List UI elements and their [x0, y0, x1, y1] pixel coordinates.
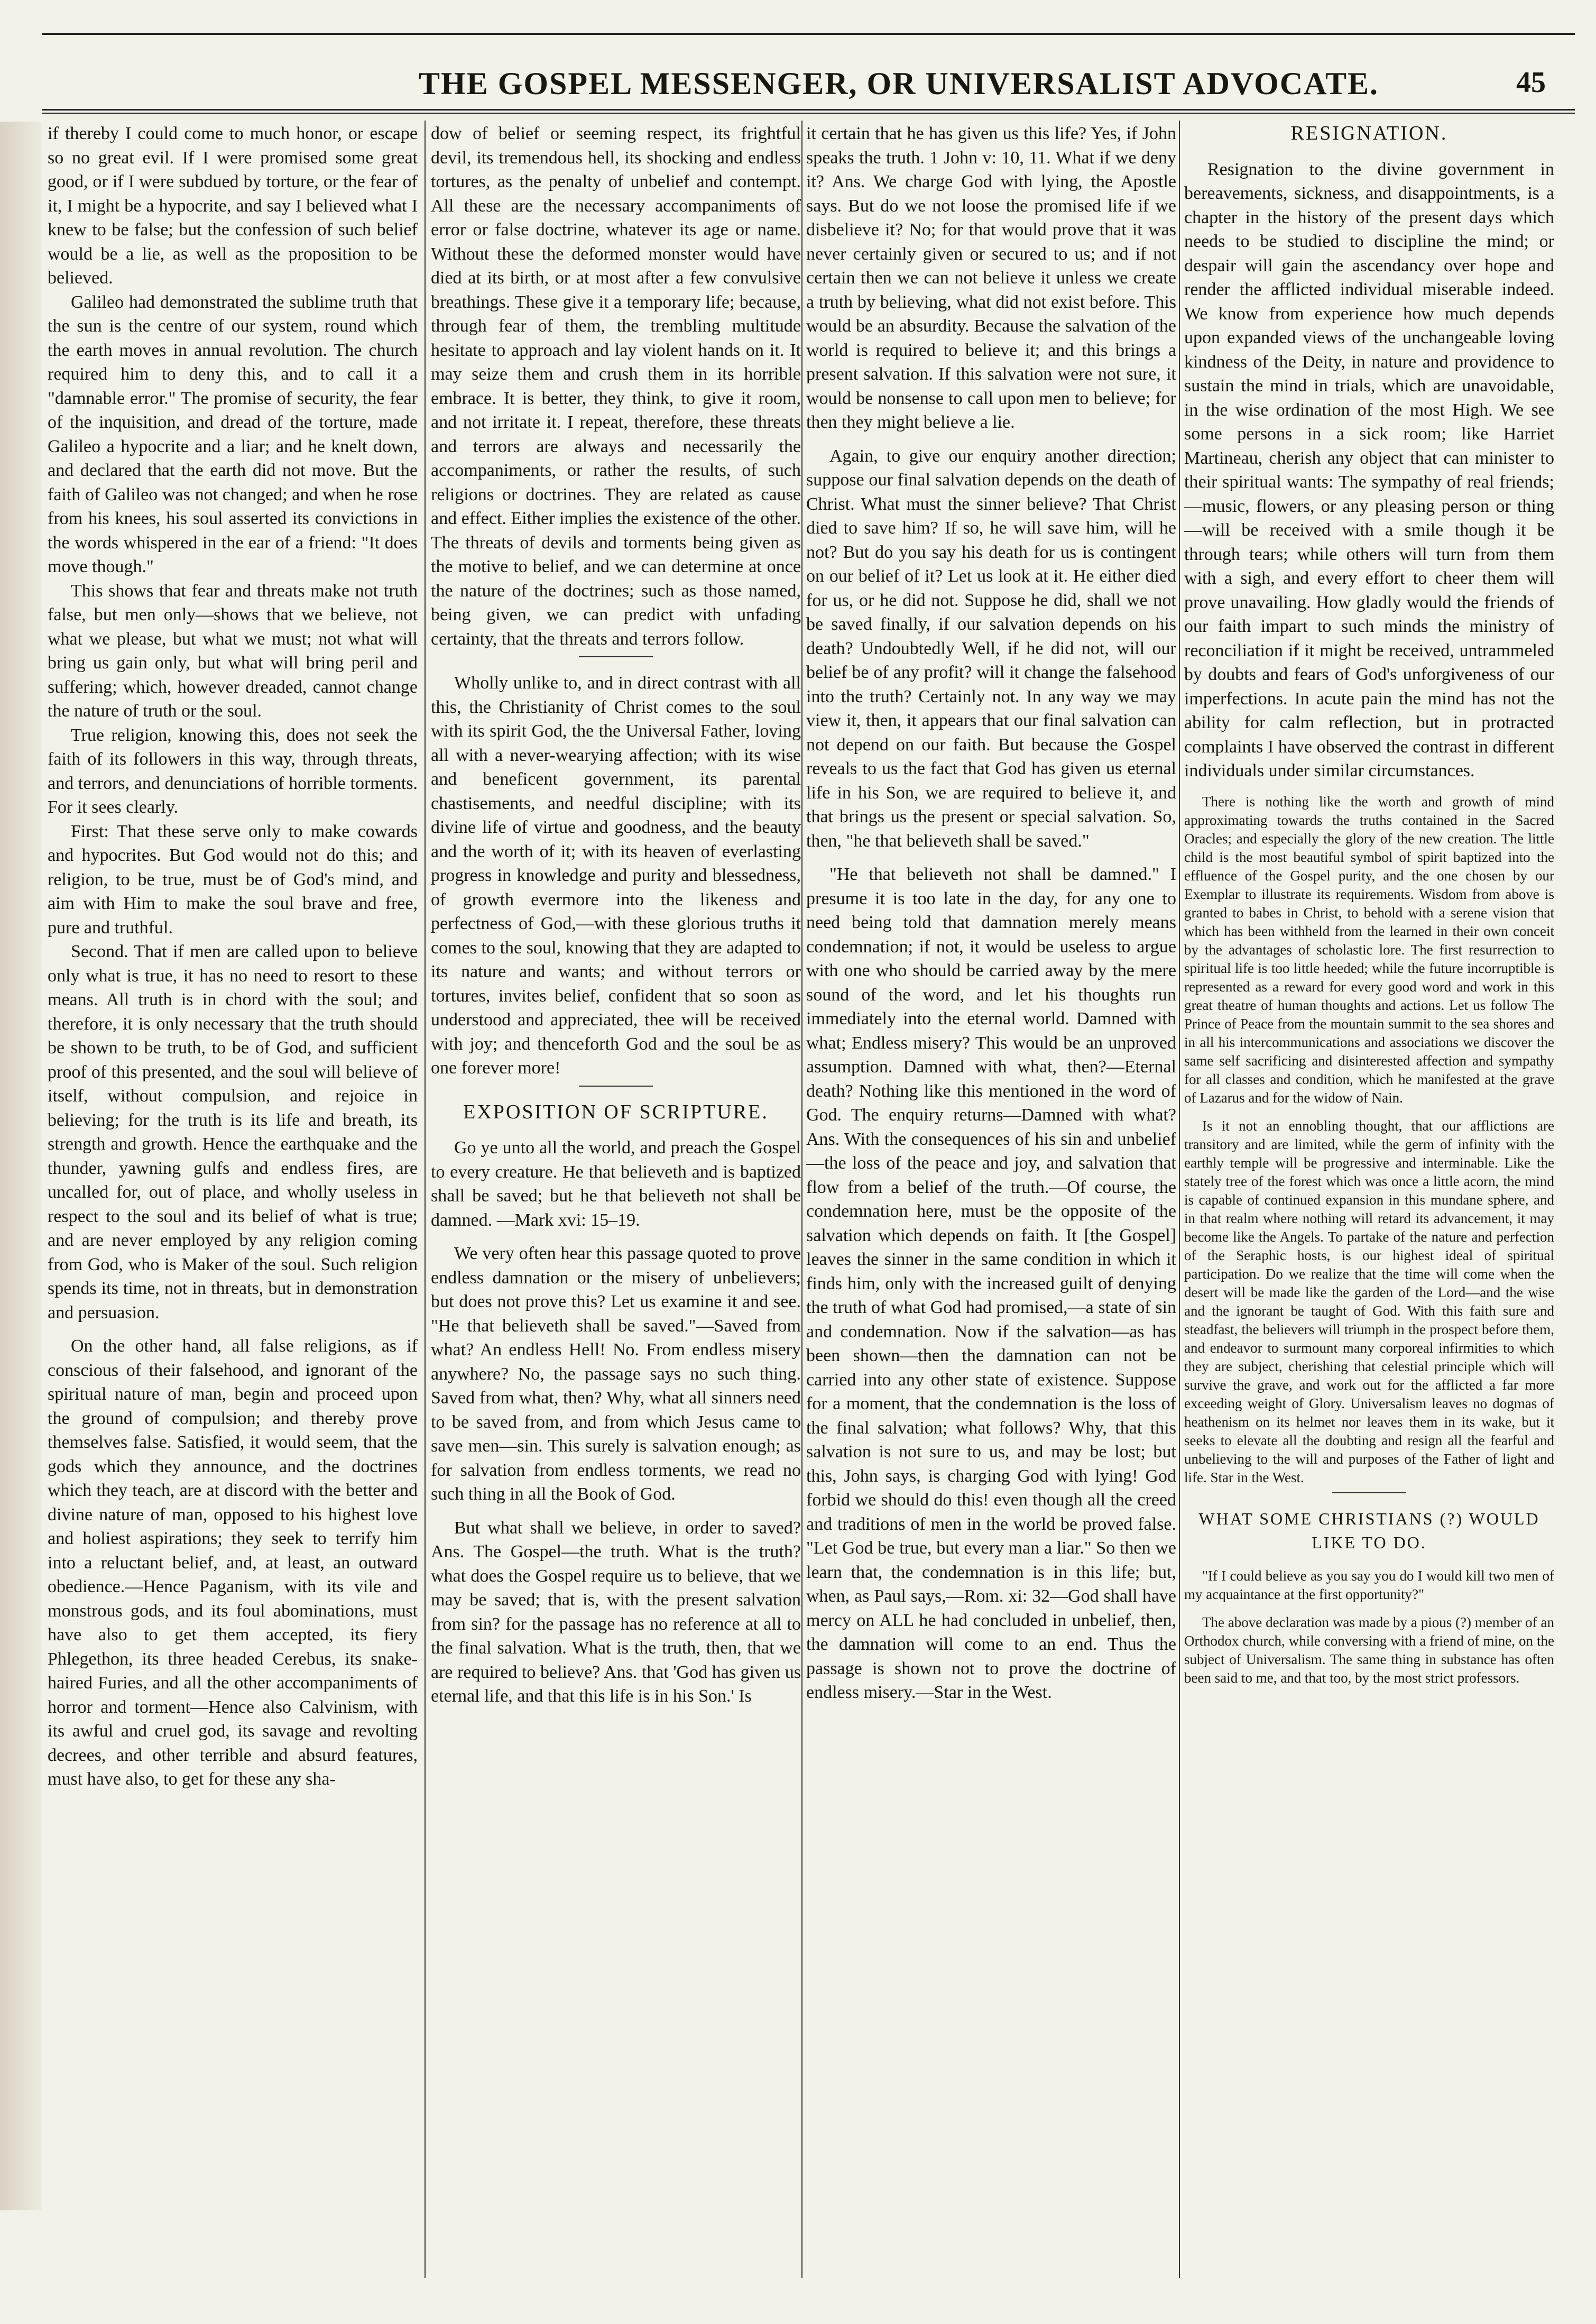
header-rule-thin: [42, 113, 1575, 114]
paragraph: "He that believeth not shall be damned." I presume it is too late in the day, for any one to need being told that damnation merely means condemnation; if not, it would be useless to argue with one who should be carried away by the mere sound of the word, and let his thoughts run immediately into the eternal world. Damned with what; Endless misery? This would be an unproved assumption. Damned with what, then?—Eternal death? Nothing like this mentioned in the word of God. The enquiry returns—Damned with what? Ans. With the consequences of his sin and unbelief—the loss of the peace and joy, and salvation that flow from a belief of the truth.—Of course, the condemnation here, must be the opposite of the salvation which depends on faith. It [the Gospel] leaves the sinner in the same condition in which it finds him, only with the increased guilt of denying the truth of what God had promised,—a state of sin and condemnation. Now if the salvation—as has been shown—then the damnation can not be carried into any other state of existence. Suppose for a moment, that the condemnation is the loss of the final salvation; what follows? Why, that this salvation is not sure to us, and may be lost; but this, John says, is charging God with lying! God forbid we should do this! even though all the creed and traditions of men in the world be proved false. "Let God be true, but every man a liar." So then we learn that, the condemnation is in this life; but, when, as Paul says,—Rom. xi: 32—God shall have mercy on ALL he had concluded in unbelief, then, the damnation will come to an end. Thus the passage is shown not to prove the doctrine of endless misery.—Star in the West.: [806, 865, 1176, 1702]
column-3: [806, 122, 1176, 2268]
paragraph: Galileo had demonstrated the sublime truth that the sun is the centre of our system, round which the earth moves in annual revolution. The church required him to deny this, and to call it a "damnable error." The promise of security, the fear of the inquisition, and dread of the torture, made Galileo a hypocrite and a liar; and he knelt down, and declared that the earth did not move. But the faith of Galileo was not changed; and when he rose from his knees, his soul asserted its convictions in the words whispered in the ear of a friend: "It does move though.": [48, 292, 418, 576]
section-rule: [1332, 1492, 1406, 1493]
paragraph: We very often hear this passage quoted to prove endless damnation or the misery of unbelievers; but does not prove this? Let us examine it and see. "He that believeth shall be saved."—Saved from what? An endless Hell! No. From endless misery anywhere? No, the passage says no such thing. Saved from what, then? Why, what all sinners need to be saved from, and from which Jesus came to save men—sin. This surely is salvation enough; as for salvation from endless torments, we read no such thing in all the Book of God.: [431, 1244, 801, 1504]
paragraph: if thereby I could come to much honor, or escape so no great evil. If I were promised some great good, or if I were subdued by torture, or the fear of it, I might be a hypocrite, and say I believed what I knew to be false; but the confession of such belief would be a lie, as well as the proposition to be believed.: [48, 124, 418, 288]
paragraph: Wholly unlike to, and in direct contrast with all this, the Christianity of Christ comes to the soul with its spirit God, the the Universal Father, loving all with a never-wearying affection; with its wise and beneficent government, its parental chastisements, and needful discipline; with its divine life of virtue and goodness, and the beauty and the worth of it; with its heaven of everlasting progress in knowledge and purity and blessedness, of growth evermore into the likeness and perfectness of God,—with these glorious truths it comes to the soul, knowing that they are adapted to its nature and wants; and without terrors or tortures, invites belief, confident that so soon as understood and appreciated, thee will be received with joy; and thenceforth God and the soul be as one forever more!: [431, 673, 801, 1078]
section-rule: [579, 656, 653, 657]
paragraph: There is nothing like the worth and growth of mind approximating towards the truths contained in the Sacred Oracles; and especially the glory of the new creation. The little child is the most beautiful symbol of spirit baptized into the effluence of the Gospel purity, and the one chosen by our Exemplar to illustrate its requirements. Wisdom from above is granted to babes in Christ, to behold with a serene vision that which has been withheld from the learned in their own conceit by the advantages of scholastic lore. The first resurrection to spiritual life is too little heeded; while the future incorruptible is represented as a reward for every good word and work in this great theatre of human thoughts and actions. Let us follow The Prince of Peace from the mountain summit to the sea shores and in all his intercommunications and associations we discover the same self sacrificing and disinterested affection and sympathy for all classes and condition, which he manifested at the grave of Lazarus and for the widow of Nain.: [1184, 793, 1554, 1106]
column-2: [431, 122, 801, 2268]
small-print-block: [1184, 793, 1554, 1487]
section-rule: [579, 1086, 653, 1087]
page-number: 45: [1516, 66, 1546, 99]
scripture-text: Go ye unto all the world, and preach the Gospel to every creature. He that believeth and is baptized shall be saved; but he that believeth not shall be damned. —Mark xvi: 15–19.: [431, 1138, 801, 1230]
exposition-title: EXPOSITION OF SCRIPTURE.: [463, 1100, 769, 1123]
column-divider: [425, 121, 426, 2278]
paragraph: True religion, knowing this, does not seek the faith of its followers in this way, through threats, and terrors, and denunciations of horrible torments. For it sees clearly.: [48, 725, 418, 817]
paragraph: First: That these serve only to make cowards and hypocrites. But God would not do this; and religion, to be true, must be of God's mind, and aim with Him to make the soul brave and free, pure and truthful.: [48, 821, 418, 938]
column-divider: [1179, 121, 1180, 2278]
header-rule: [42, 109, 1575, 111]
paragraph: dow of belief or seeming respect, its frightful devil, its tremendous hell, its shocking and endless tortures, as the penalty of unbelief and contempt. All these are the necessary accompaniments of error or false doctrine, whatever its age or name. Without these the deformed monster would have died at its birth, or at most after a few convulsive breathings. These give it a temporary life; because, through fear of them, the trembling multitude hesitate to approach and lay violent hands on it. It may seize them and crush them in its horrible embrace. It is better, they think, to give it room, and not irritate it. I repeat, therefore, these threats and terrors are always and necessarily the accompaniments, or rather the results, of such religions or doctrines. They are related as cause and effect. Either implies the existence of the other. The threats of devils and torments being given as the motive to belief, and we can determine at once the nature of the doctrines; such as those named, being given, we can predict with unfading certainty, that the threats and terrors follow.: [431, 124, 801, 649]
small-print-block: [1184, 1567, 1554, 1687]
adjacent-page-edge: [0, 122, 42, 2210]
quote: "If I could believe as you say you do I would kill two men of my acquaintance at the first opportunity?": [1184, 1567, 1554, 1602]
column-1: [48, 122, 418, 2268]
paragraph: Resignation to the divine government in bereavements, sickness, and disappointments, is a chapter in the history of the present days which needs to be studied to discipline the mind; or despair will gain the ascendancy over hope and render the afflicted individual miserable indeed. We know from experience how much depends upon expanded views of the unchangeable loving kindness of the Deity, in nature and providence to sustain the mind in trials, which are unavoidable, in the wise ordination of the most High. We see some persons in a sick room; like Harriet Martineau, cherish any object that can minister to their spiritual wants: The sympathy of real friends;—music, flowers, or any pleasing person or thing—will be received with a smile though it be through tears; while others will turn from them with a sigh, and every effort to cheer them will prove unavailing. How gladly would the friends of our faith impart to such minds the ministry of reconciliation if it might be received, untrammeled by doubts and fears of God's unforgiveness of our imperfections. In acute pain the mind has not the ability for calm reflection, but in protracted complaints I have observed the contrast in different individuals under similar circumstances.: [1184, 159, 1554, 780]
paragraph: But what shall we believe, in order to saved? Ans. The Gospel—the truth. What is the truth? what does the Gospel require us to believe, that we may be saved; that is, with the present salvation from sin? for the passage has no reference at all to the final salvation. What is the truth, then, that we are required to believe? Ans. that 'God has given us eternal life, and that this life is in his Son.' Is: [431, 1518, 801, 1706]
paragraph: it certain that he has given us this life? Yes, if John speaks the truth. 1 John v: 10, 11. What if we deny it? Ans. We charge God with lying, the Apostle says. But do we not loose the promised life if we disbelieve it? No; for that would prove that it was never certainly given or secured to us; and if not certain then we can not believe it unless we create a truth by believing, what did not exist before. This would be an absurdity. Because the salvation of the world is required to believe it; and this brings a present salvation. If this salvation were not sure, it would be nonsense to call upon men to believe; for then they might believe a lie.: [806, 124, 1176, 432]
paragraph: Second. That if men are called upon to believe only what is true, it has no need to resort to these means. All truth is in chord with the soul; and therefore, it is only necessary that the truth should be shown to be truth, to be of God, and sufficient proof of this presented, and the soul will believe of itself, without compulsion, and rejoice in believing; for the truth is its life and breath, its strength and growth. Hence the earthquake and the thunder, yawning gulfs and endless fires, are uncalled for, out of place, and wholly useless in respect to the soul and its belief of what is true; and are never employed by any religion coming from God, who is Maker of the soul. Such religion spends its time, not in threats, but in demonstration and persuasion.: [48, 942, 418, 1322]
column-divider: [801, 121, 802, 2278]
christians-title: WHAT SOME CHRISTIANS (?) WOULD LIKE TO DO.: [1198, 1509, 1540, 1552]
top-rule: [42, 33, 1575, 35]
paragraph: The above declaration was made by a pious (?) member of an Orthodox church, while conversing with a friend of mine, on the subject of Universalism. The same thing in substance has often been said to me, and that too, by the most strict professors.: [1184, 1614, 1554, 1686]
paragraph: Again, to give our enquiry another direction; suppose our final salvation depends on the death of Christ. What must the sinner believe? That Christ died to save him? If so, he will save him, will he not? But do you say his death for us is contingent on our belief of it? Let us look at it. He either died for us, or he did not. Suppose he did, shall we not be saved finally, if our salvation depends on his death? Undoubtedly Well, if he did not, will our belief be of any profit? will it change the falsehood into the truth? Certainly not. In any way we may view it, then, it appears that our final salvation can not depend on our faith. But because the Gospel reveals to us the fact that God has given us eternal life in his Son, we are required to believe it, and that brings us the present or special salvation. So, then, "he that believeth shall be saved.": [806, 446, 1176, 851]
paragraph: This shows that fear and threats make not truth false, but men only—shows that we believe, not what we please, but what we must; not what will bring us gain only, but what will bring peril and suffering; which, however dreaded, cannot change the nature of truth or the soul.: [48, 581, 418, 721]
resignation-title: RESIGNATION.: [1290, 122, 1448, 144]
paragraph: On the other hand, all false religions, as if conscious of their falsehood, and ignorant of the spiritual nature of man, begin and proceed upon the ground of compulsion; and thereby prove themselves false. Satisfied, it would seem, that the gods which they announce, and the doctrines which they teach, are at discord with the better and divine nature of man, opposed to his highest love and holiest aspirations; they seek to terrify him into a reluctant belief, and, at least, an outward obedience.—Hence Paganism, with its vile and monstrous gods, and its foul abominations, must have also to get them accepted, its fiery Phlegethon, its three headed Cerebus, its snake-haired Furies, and all the other accompaniments of horror and torment—Hence also Calvinism, with its awful and cruel god, its savage and revolting decrees, and other terrible and absurd features, must have also, to get for these any sha-: [48, 1336, 418, 1789]
page-header: THE GOSPEL MESSENGER, OR UNIVERSALIST ADVOCATE.: [418, 66, 1379, 101]
column-4: [1184, 122, 1554, 2268]
paragraph: Is it not an ennobling thought, that our afflictions are transitory and are limited, while the germ of infinity with the earthly temple will be progressive and interminable. Like the stately tree of the forest which was once a little acorn, the mind is capable of continued expansion in this mundane sphere, and in that realm where nothing will retard its advancement, it may become like the Angels. To partake of the nature and perfection of the Seraphic hosts, is our highest ideal of spiritual participation. Do we realize that the time will come when the desert will be made like the garden of the Lord—and the wise and the ignorant be taught of God. With this faith sure and steadfast, the believers will triumph in the prospect before them, and endeavor to surmount many corporeal infirmities to which they are subject, cherishing that celestial principle which will survive the grave, and work out for the afflicted a far more exceeding weight of Glory. Universalism leaves no dogmas of heathenism on its helmet nor leaves them in its wake, but it seeks to elevate all the doubting and resign all the fearful and unbelieving to the will and purposes of the Father of light and life. Star in the West.: [1184, 1117, 1554, 1485]
